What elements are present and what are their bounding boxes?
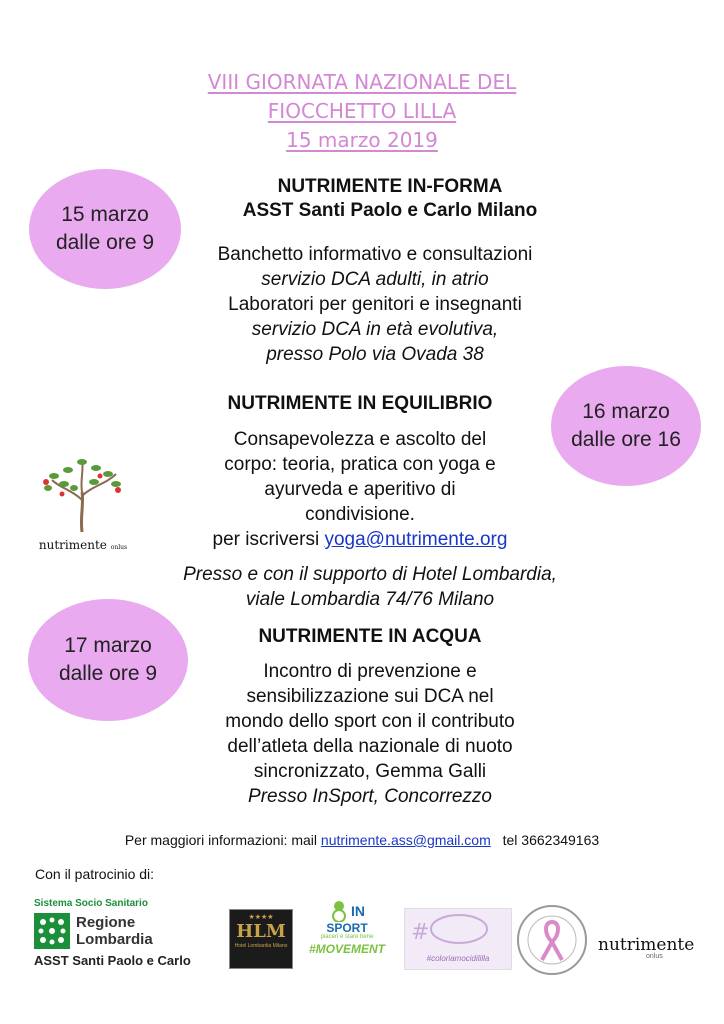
insport-tag: piaceri e stare bene [320,934,374,940]
event-3-description [140,659,600,809]
regione-bottom-text: ASST Santi Paolo e Carlo [34,953,191,968]
event-3-line: sincronizzato, Gemma Galli [253,761,487,782]
date-bubble-day: 15 marzo [61,203,149,226]
event-1-heading-2: ASST Santi Paolo e Carlo Milano [242,200,538,221]
pink-ribbon-icon [516,904,588,976]
event-2-location-1: Presso e con il supporto di Hotel Lombardia, [183,564,557,585]
event-1-line: presso Polo via Ovada 38 [266,344,484,365]
event-1 [160,175,620,223]
date-bubble-day: 16 marzo [582,400,670,423]
rosa-camuna-icon [34,913,70,949]
event-2-line: condivisione. [305,504,415,525]
event-3-line: sensibilizzazione sui DCA nel [246,686,494,707]
insport-logo [299,900,395,970]
nutrimente-wordmark-text: nutrimente [598,935,695,955]
event-2-line: corpo: teoria, pratica con yoga e [224,454,496,475]
event-3-line: dell’atleta della nazionale di nuoto [227,736,513,757]
tree-icon [38,454,128,534]
event-1-line: servizio DCA in età evolutiva, [251,319,499,340]
insport-figure-icon [329,900,349,922]
date-bubble-time: dalle ore 9 [55,231,155,254]
event-1-heading-1: NUTRIMENTE IN-FORMA [277,176,503,197]
event-2-line: Consapevolezza e ascolto del [233,429,487,450]
regione-line1: Regione [76,914,136,931]
hotel-lombardia-logo [229,909,293,969]
date-bubble-time: dalle ore 9 [58,662,158,685]
event-1-line: servizio DCA adulti, in atrio [261,269,489,290]
event-3-line: Presso InSport, Concorrezzo [248,786,492,807]
contact-email-link[interactable]: nutrimente.ass@gmail.com [320,832,491,848]
hlm-stars: ★★★★ [248,914,274,921]
insport-sport: SPORT [326,921,368,935]
event-3-line: mondo dello sport con il contributo [225,711,515,732]
date-bubble-day: 17 marzo [64,634,152,657]
nutrimente-wordmark-sub: onlus [646,953,663,960]
info-prefix: Per maggiori informazioni: mail [124,832,318,848]
contact-info [0,832,724,848]
nutrimente-wordmark [598,935,702,965]
lilla-ribbon-icon [405,909,511,949]
event-2-heading: NUTRIMENTE IN EQUILIBRIO [227,393,493,414]
tree-logo-text: nutrimente onlus [38,538,128,552]
event-title [0,68,724,155]
regione-lombardia-logo [34,898,226,972]
date-bubble-time: dalle ore 16 [571,428,681,451]
patronage-label: Con il patrocinio di: [35,866,155,882]
info-phone: tel 3662349163 [502,832,600,848]
event-2-line: ayurveda e aperitivo di [264,479,456,500]
hlm-text: HLM [236,921,286,942]
svg-text:#: # [411,920,430,945]
event-1-line: Banchetto informativo e consultazioni [217,244,533,265]
title-line-2: FIOCCHETTO LILLA [267,99,457,123]
coloriamoci-lilla-logo [404,908,512,970]
event-2-description [140,427,580,552]
regione-line2: Lombardia [76,931,153,948]
nutrimente-tree-logo [38,454,128,550]
event-2-location [120,562,620,612]
title-line-3: 15 marzo 2019 [286,128,438,152]
signup-prefix: per iscriversi [212,529,320,550]
coordinamento-nazionale-logo [516,904,588,976]
insport-in: IN [351,903,365,919]
hlm-sub-text: Hotel Lombardia Milano [234,943,288,949]
title-line-1: VIII GIORNATA NAZIONALE DEL [207,70,517,94]
event-2-location-2: viale Lombardia 74/76 Milano [245,589,495,610]
insport-movement: #MOVEMENT [308,942,385,956]
event-1-line: Laboratori per genitori e insegnanti [228,294,522,315]
event-1-description [140,242,610,367]
event-3-heading: NUTRIMENTE IN ACQUA [258,626,482,647]
yoga-email-link[interactable]: yoga@nutrimente.org [324,529,508,550]
regione-top-text: Sistema Socio Sanitario [34,898,148,909]
event-3-line: Incontro di prevenzione e [263,661,477,682]
lilla-text: #coloriamocidililla [426,954,490,963]
event-2-signup [140,527,580,552]
